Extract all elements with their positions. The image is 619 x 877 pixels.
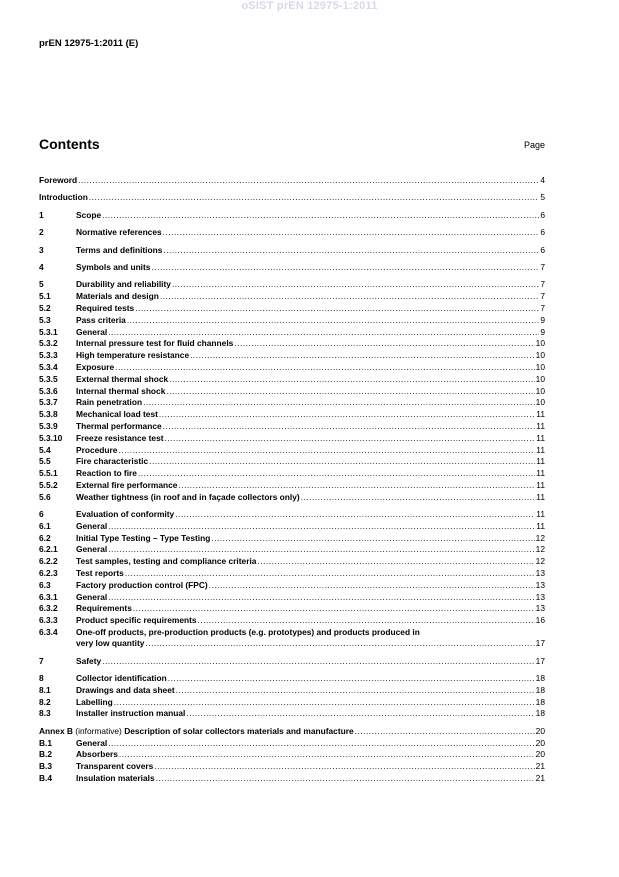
- toc-entry[interactable]: [39, 456, 545, 468]
- toc-entry-page: 11: [536, 432, 545, 443]
- toc-entry-number: 6.1: [39, 520, 51, 531]
- toc-entry-title-text: Freeze resistance test: [76, 432, 164, 443]
- toc-entry-title-text: Installer instruction manual: [76, 708, 186, 719]
- toc-entry-title: [39, 726, 354, 738]
- toc-entry-title: [76, 227, 162, 239]
- toc-entry-number: 5.3.3: [39, 350, 58, 361]
- dot-leader: [108, 544, 534, 556]
- toc-entry-title-text: Foreword: [39, 175, 78, 185]
- toc-entry[interactable]: [39, 445, 545, 457]
- toc-entry-page: 18: [535, 684, 545, 695]
- toc-entry-title-text: Normative references: [76, 227, 162, 238]
- document-id-header: prEN 12975-1:2011 (E): [39, 38, 139, 49]
- dot-leader: [118, 445, 535, 457]
- toc-entry-title-text: Fire characteristic: [76, 456, 149, 467]
- toc-entry-number: B.3: [39, 761, 53, 772]
- toc-entry-title-text: Factory production control (FPC): [76, 579, 208, 590]
- toc-entry-page: 16: [535, 615, 545, 626]
- toc-entry-title: [76, 533, 210, 545]
- toc-entry-page: 12: [535, 532, 545, 543]
- dot-leader: [89, 192, 539, 204]
- toc-entry-page: 18: [535, 673, 545, 684]
- toc-entry-page: 10: [535, 338, 545, 349]
- toc-entry-title: [76, 685, 175, 697]
- dot-leader: [154, 761, 534, 773]
- toc-entry-number: 5.1: [39, 291, 51, 302]
- toc-entry[interactable]: [39, 556, 545, 568]
- toc-entry-title: [76, 433, 164, 445]
- toc-entry-title-text: Mechanical load test: [76, 409, 158, 420]
- dot-leader: [172, 279, 539, 291]
- toc-entry-title-text: Scope: [76, 209, 102, 220]
- toc-entry-title-text: High temperature resistance: [76, 350, 190, 361]
- toc-entry-page: 11: [536, 409, 545, 420]
- toc-entry-title: [76, 409, 158, 421]
- toc-entry-title: [76, 509, 174, 521]
- toc-entry-page: 11: [536, 420, 545, 431]
- toc-entry[interactable]: [39, 433, 545, 445]
- annex-qualifier: (informative): [72, 725, 125, 736]
- toc-entry-title-text: Collector identification: [76, 673, 167, 684]
- toc-entry-title: [76, 291, 159, 303]
- toc-entry-title: [76, 580, 208, 592]
- toc-entry-number: 6.2.2: [39, 556, 58, 567]
- toc-entry[interactable]: [39, 262, 545, 274]
- dot-leader: [102, 210, 539, 222]
- toc-entry-page: 17: [535, 655, 545, 666]
- toc-entry[interactable]: [39, 738, 545, 750]
- toc-entry-title: [76, 303, 134, 315]
- toc-entry-page: 10: [535, 385, 545, 396]
- toc-entry-number: 5: [39, 279, 44, 290]
- toc-entry-page: 18: [535, 708, 545, 719]
- toc-entry[interactable]: [39, 397, 545, 409]
- toc-entry-number: 5.4: [39, 444, 51, 455]
- dot-leader: [108, 592, 534, 604]
- dot-leader: [145, 638, 534, 650]
- dot-leader: [176, 685, 535, 697]
- toc-entry[interactable]: [39, 291, 545, 303]
- toc-entry[interactable]: [39, 761, 545, 773]
- toc-entry-title: [76, 262, 150, 274]
- toc-entry-number: 6.2: [39, 532, 51, 543]
- toc-entry[interactable]: [39, 210, 545, 222]
- toc-entry-number: 8.2: [39, 696, 51, 707]
- toc-entry-number: 6.3.4: [39, 627, 58, 638]
- toc-entry-page: 20: [535, 749, 545, 760]
- toc-entry[interactable]: [39, 175, 545, 187]
- table-of-contents: [39, 175, 545, 785]
- toc-entry[interactable]: [39, 362, 545, 374]
- toc-entry-title: [76, 697, 113, 709]
- toc-entry-title: [76, 615, 197, 627]
- toc-entry[interactable]: [39, 749, 545, 761]
- toc-entry-title-text: External thermal shock: [76, 373, 169, 384]
- toc-entry-title: [76, 492, 300, 504]
- toc-entry-title: [76, 315, 126, 327]
- annex-title: Description of solar collectors materials and manufacture: [124, 725, 354, 736]
- toc-entry-number: 4: [39, 261, 44, 272]
- dot-leader: [190, 350, 535, 362]
- toc-entry-title: [76, 279, 171, 291]
- toc-entry-title-text: Transparent covers: [76, 761, 154, 772]
- toc-entry-number: 5.5: [39, 456, 51, 467]
- toc-entry-number: 5.3.2: [39, 338, 58, 349]
- toc-entry-title-text: Reaction to fire: [76, 468, 137, 479]
- toc-entry-page: 4: [540, 175, 545, 185]
- toc-entry-title: [76, 521, 107, 533]
- toc-entry-title: [76, 327, 107, 339]
- dot-leader: [133, 603, 535, 615]
- toc-entry-title: [76, 761, 153, 773]
- dot-leader: [355, 726, 535, 738]
- toc-entry[interactable]: [39, 697, 545, 709]
- toc-entry-title-text: Procedure: [76, 444, 118, 455]
- toc-entry-page: 7: [540, 261, 545, 272]
- toc-entry[interactable]: [39, 509, 545, 521]
- toc-entry-page: 10: [535, 361, 545, 372]
- toc-entry-title-text: Pass criteria: [76, 314, 126, 325]
- toc-entry-title-text: Drawings and data sheet: [76, 684, 175, 695]
- toc-entry[interactable]: [39, 708, 545, 720]
- toc-entry-title-text: Test samples, testing and compliance criteria: [76, 556, 257, 567]
- toc-entry-title: [76, 773, 155, 785]
- toc-entry-title-text: Internal thermal shock: [76, 385, 166, 396]
- toc-entry-title: [76, 456, 148, 468]
- dot-leader: [115, 362, 535, 374]
- dot-leader: [127, 315, 540, 327]
- toc-entry-page: 9: [540, 314, 545, 325]
- dot-leader: [211, 533, 534, 545]
- toc-entry-number: 5.3.9: [39, 420, 58, 431]
- toc-entry-page: 5: [540, 192, 545, 203]
- toc-entry-number: 6.3.1: [39, 591, 58, 602]
- toc-entry-number: 2: [39, 227, 44, 238]
- toc-entry-page: 17: [535, 638, 545, 649]
- toc-entry-title-text: Weather tightness (in roof and in façade collectors only): [76, 491, 300, 502]
- toc-entry-title: [76, 738, 107, 750]
- dot-leader: [234, 338, 534, 350]
- toc-entry-page: 11: [536, 479, 545, 490]
- dot-leader: [138, 468, 535, 480]
- dot-leader: [169, 374, 535, 386]
- page-column-label: Page: [523, 140, 545, 150]
- toc-entry-title-text: Absorbers: [76, 749, 118, 760]
- toc-entry-page: 7: [540, 302, 545, 313]
- dot-leader: [135, 303, 539, 315]
- toc-entry-number: 6.3: [39, 579, 51, 590]
- dot-leader: [149, 456, 535, 468]
- contents-heading: Contents: [39, 136, 100, 152]
- toc-entry[interactable]: [39, 773, 545, 785]
- toc-entry-number: 6.3.3: [39, 615, 58, 626]
- toc-entry-number: 5.3.10: [39, 432, 63, 443]
- toc-entry-title-text: General: [76, 737, 108, 748]
- dot-leader: [168, 673, 535, 685]
- toc-entry-page: 6: [540, 227, 545, 238]
- watermark: oSIST prEN 12975-1:2011: [241, 0, 378, 12]
- toc-entry-page: 11: [536, 509, 545, 520]
- toc-entry-title-text: Symbols and units: [76, 261, 151, 272]
- toc-entry[interactable]: [39, 673, 545, 685]
- toc-entry[interactable]: [39, 421, 545, 433]
- toc-entry-page: 6: [540, 244, 545, 255]
- toc-entry-title: [76, 568, 124, 580]
- dot-leader: [186, 708, 534, 720]
- toc-entry-number: 7: [39, 655, 44, 666]
- toc-entry-number: 1: [39, 209, 44, 220]
- toc-entry-title: [76, 245, 162, 257]
- toc-entry-number: 6.2.1: [39, 544, 58, 555]
- dot-leader: [114, 697, 535, 709]
- toc-entry[interactable]: [39, 338, 545, 350]
- toc-entry-number: B.1: [39, 737, 53, 748]
- dot-leader: [125, 568, 535, 580]
- toc-entry[interactable]: [39, 192, 545, 204]
- toc-entry-number: 5.3: [39, 314, 51, 325]
- toc-entry[interactable]: [39, 656, 545, 668]
- toc-entry[interactable]: [39, 592, 545, 604]
- toc-entry-page: 13: [535, 568, 545, 579]
- dot-leader: [159, 409, 535, 421]
- toc-entry-number: 6.2.3: [39, 568, 58, 579]
- toc-entry-number: 5.3.5: [39, 373, 58, 384]
- toc-entry-page: 11: [536, 456, 545, 467]
- toc-entry-title-text: Initial Type Testing – Type Testing: [76, 532, 211, 543]
- toc-entry[interactable]: [39, 492, 545, 504]
- toc-entry-title-text: General: [76, 591, 108, 602]
- toc-entry-title-text: Safety: [76, 655, 102, 666]
- toc-entry-title-text: Insulation materials: [76, 773, 155, 783]
- toc-entry-title-text: Durability and reliability: [76, 279, 171, 290]
- dot-leader: [209, 580, 535, 592]
- dot-leader: [78, 175, 539, 187]
- toc-entry-title-line1: One-off products, pre-production products (e.g. prototypes) and products produced in: [76, 627, 420, 638]
- toc-entry-title-text: Exposure: [76, 361, 115, 372]
- dot-leader: [156, 773, 535, 785]
- toc-entry-page: 6: [540, 209, 545, 220]
- toc-entry-title: [76, 544, 107, 556]
- dot-leader: [257, 556, 534, 568]
- toc-entry[interactable]: [39, 303, 545, 315]
- toc-entry-title: [76, 386, 165, 398]
- toc-entry[interactable]: [39, 603, 545, 615]
- toc-entry-page: 11: [536, 491, 545, 502]
- toc-entry-title: [76, 592, 107, 604]
- toc-entry-title: [76, 210, 101, 222]
- toc-entry[interactable]: [39, 386, 545, 398]
- toc-entry[interactable]: [39, 580, 545, 592]
- toc-entry-title-text: General: [76, 544, 108, 555]
- toc-entry[interactable]: [39, 245, 545, 257]
- toc-entry-title-text: Thermal performance: [76, 420, 162, 431]
- dot-leader: [301, 492, 536, 504]
- toc-entry-title-text: Test reports: [76, 568, 124, 579]
- toc-entry-title: [76, 374, 168, 386]
- dot-leader: [151, 262, 539, 274]
- toc-entry-title: [76, 350, 189, 362]
- toc-entry[interactable]: [39, 374, 545, 386]
- toc-entry-title-text: Internal pressure test for fluid channels: [76, 338, 234, 349]
- dot-leader: [166, 386, 534, 398]
- toc-entry-number: 5.3.8: [39, 409, 58, 420]
- toc-entry-title: [76, 397, 142, 409]
- dot-leader: [108, 738, 534, 750]
- toc-entry[interactable]: [39, 726, 545, 738]
- dot-leader: [163, 227, 540, 239]
- toc-entry-title-text: Evaluation of conformity: [76, 509, 175, 520]
- toc-entry[interactable]: [39, 409, 545, 421]
- toc-entry-number: 5.3.6: [39, 385, 58, 396]
- toc-entry-title: [76, 445, 117, 457]
- toc-entry[interactable]: [39, 544, 545, 556]
- toc-entry-title: [76, 708, 185, 720]
- toc-entry-title: [76, 421, 162, 433]
- toc-entry-title-text: Required tests: [76, 302, 135, 313]
- dot-leader: [119, 749, 535, 761]
- dot-leader: [108, 521, 535, 533]
- toc-entry-number: 8.3: [39, 708, 51, 719]
- toc-entry-title: [76, 656, 101, 668]
- toc-entry[interactable]: [39, 533, 545, 545]
- dot-leader: [198, 615, 535, 627]
- toc-entry-page: 20: [535, 725, 545, 736]
- dot-leader: [163, 245, 539, 257]
- dot-leader: [175, 509, 535, 521]
- toc-entry-page: 21: [535, 773, 545, 783]
- toc-entry-title-text: very low quantity: [76, 638, 145, 649]
- toc-entry-page: 13: [535, 591, 545, 602]
- toc-entry-page: 13: [535, 603, 545, 614]
- toc-entry[interactable]: [39, 327, 545, 339]
- toc-entry[interactable]: [39, 350, 545, 362]
- toc-entry-title-text: External fire performance: [76, 479, 178, 490]
- toc-entry-page: 11: [536, 468, 545, 479]
- toc-entry-number: 5.3.4: [39, 361, 58, 372]
- toc-entry-number: 6.3.2: [39, 603, 58, 614]
- toc-entry-title: [76, 362, 114, 374]
- toc-entry-title: [76, 638, 144, 650]
- toc-entry-page: 10: [535, 397, 545, 408]
- toc-entry-title: [76, 603, 132, 615]
- toc-entry-number: 5.3.7: [39, 397, 58, 408]
- toc-entry[interactable]: [39, 279, 545, 291]
- dot-leader: [143, 397, 535, 409]
- toc-entry-title-text: Annex B: [39, 725, 73, 736]
- toc-entry[interactable]: [39, 227, 545, 239]
- toc-entry-number: 5.5.1: [39, 468, 58, 479]
- dot-leader: [102, 656, 535, 668]
- toc-entry-page: 9: [540, 326, 545, 337]
- toc-entry-title: [76, 673, 167, 685]
- toc-entry-page: 7: [540, 279, 545, 290]
- toc-entry-number: 6: [39, 509, 44, 520]
- dot-leader: [165, 433, 536, 445]
- toc-entry[interactable]: [39, 685, 545, 697]
- toc-entry-title-text: Materials and design: [76, 291, 159, 302]
- toc-entry-page: 12: [535, 544, 545, 555]
- toc-entry-number: 8: [39, 673, 44, 684]
- toc-entry[interactable]: [39, 568, 545, 580]
- toc-entry-title: [76, 556, 256, 568]
- toc-entry-number: 5.5.2: [39, 479, 58, 490]
- toc-entry[interactable]: [39, 480, 545, 492]
- toc-entry-title: [39, 175, 77, 187]
- toc-entry-page: 7: [540, 291, 545, 302]
- toc-entry[interactable]: [39, 615, 545, 627]
- toc-entry-page: 11: [536, 520, 545, 531]
- toc-entry-number: 5.6: [39, 491, 51, 502]
- toc-entry-number: B.4: [39, 773, 53, 783]
- toc-entry-title: [76, 480, 177, 492]
- toc-entry-title: [39, 192, 88, 204]
- toc-entry-number: 3: [39, 244, 44, 255]
- toc-entry-number: 5.2: [39, 302, 51, 313]
- dot-leader: [178, 480, 535, 492]
- toc-entry-title: [76, 749, 118, 761]
- toc-entry-page: 10: [535, 373, 545, 384]
- toc-entry-number: B.2: [39, 749, 53, 760]
- toc-entry-title-text: Introduction: [39, 192, 88, 203]
- dot-leader: [163, 421, 536, 433]
- dot-leader: [108, 327, 539, 339]
- toc-entry-page: 20: [535, 737, 545, 748]
- toc-entry-title-text: Labelling: [76, 696, 113, 707]
- toc-entry-page: 12: [535, 556, 545, 567]
- toc-entry-title: [76, 338, 233, 350]
- toc-entry-title: [76, 468, 137, 480]
- toc-entry-number: 8.1: [39, 684, 51, 695]
- toc-entry[interactable]: [39, 627, 545, 650]
- toc-entry-title-text: General: [76, 520, 108, 531]
- toc-entry-title-text: Requirements: [76, 603, 132, 614]
- toc-entry-title-text: General: [76, 326, 108, 337]
- toc-entry-title-text: Terms and definitions: [76, 244, 163, 255]
- toc-entry[interactable]: [39, 468, 545, 480]
- toc-entry-page: 11: [536, 444, 545, 455]
- toc-entry-page: 13: [535, 579, 545, 590]
- toc-entry-page: 10: [535, 350, 545, 361]
- toc-entry-title-text: Rain penetration: [76, 397, 143, 408]
- toc-entry[interactable]: [39, 521, 545, 533]
- toc-entry-title-text: Product specific requirements: [76, 615, 197, 626]
- toc-entry-page: 21: [535, 761, 545, 772]
- dot-leader: [160, 291, 539, 303]
- toc-entry-number: 5.3.1: [39, 326, 58, 337]
- toc-entry-page: 18: [535, 696, 545, 707]
- toc-entry[interactable]: [39, 315, 545, 327]
